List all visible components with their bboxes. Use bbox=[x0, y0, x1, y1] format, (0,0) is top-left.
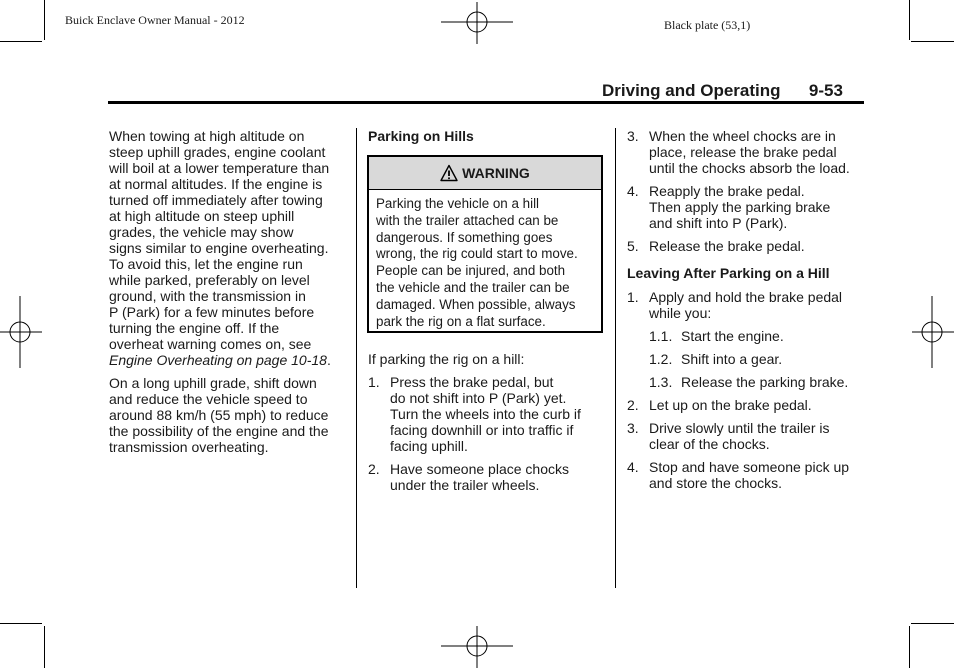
registration-target-icon bbox=[0, 296, 42, 368]
crop-mark bbox=[911, 623, 954, 624]
registration-target-icon bbox=[441, 626, 513, 668]
text-line: wrong, the rig could start to move. bbox=[376, 246, 578, 262]
section-title: Driving and Operating bbox=[602, 81, 781, 100]
list-item bbox=[627, 289, 867, 321]
text-line: signs similar to engine overheating. bbox=[109, 240, 329, 256]
text-line: and reduce the vehicle speed to bbox=[109, 391, 308, 407]
text-line: turning the engine off. If the bbox=[109, 320, 280, 336]
list-number: 1. bbox=[368, 374, 380, 390]
list-number: 1.3. bbox=[649, 374, 673, 390]
list-text: Release the brake pedal. bbox=[649, 238, 805, 254]
cross-reference-link[interactable]: Engine Overheating on page 10-18 bbox=[109, 352, 327, 368]
text-line: will boil at a lower temperature than bbox=[109, 160, 330, 176]
warning-header bbox=[369, 157, 601, 190]
manual-title: Buick Enclave Owner Manual - 2012 bbox=[65, 13, 245, 27]
text-line: with the trailer attached can be bbox=[376, 212, 559, 228]
list-text: Let up on the brake pedal. bbox=[649, 397, 812, 413]
list-text: When the wheel chocks are in place, release the brake pedal until the chocks absorb the load. bbox=[649, 128, 850, 176]
list-text: Reapply the brake pedal. Then apply the parking brake and shift into P (Park). bbox=[649, 183, 831, 231]
crop-mark bbox=[0, 623, 42, 624]
text-line: transmission overheating. bbox=[109, 439, 269, 455]
list-number: 1. bbox=[627, 289, 639, 305]
list-item bbox=[368, 461, 606, 493]
text-line: Parking the vehicle on a hill bbox=[376, 196, 540, 211]
crop-mark bbox=[44, 626, 45, 668]
text-line: dangerous. If something goes bbox=[376, 229, 553, 245]
list-number: 1.2. bbox=[649, 351, 673, 367]
list-text: Press the brake pedal, but do not shift into P (Park) yet. Turn the wheels into the curb if facing downhill or into traffic if facing uphill. bbox=[390, 374, 581, 454]
list-number: 4. bbox=[627, 183, 639, 199]
text-line: To avoid this, let the engine run bbox=[109, 256, 303, 272]
registration-target-icon bbox=[441, 2, 513, 44]
sub-list-item bbox=[649, 328, 867, 344]
paragraph-altitude bbox=[109, 128, 349, 368]
warning-label: WARNING bbox=[462, 165, 530, 181]
text-line: damaged. When possible, always bbox=[376, 296, 576, 312]
list-item bbox=[627, 183, 867, 231]
column-2 bbox=[368, 128, 606, 144]
heading-parking-on-hills: Parking on Hills bbox=[368, 128, 474, 144]
text-line: the vehicle and the trailer can be bbox=[376, 279, 570, 295]
column-divider bbox=[356, 128, 357, 588]
list-text: Apply and hold the brake pedal while you: bbox=[649, 289, 843, 321]
text-line: People can be injured, and both bbox=[376, 263, 566, 279]
list-number: 4. bbox=[627, 459, 639, 475]
list-item bbox=[627, 238, 867, 254]
list-text: Start the engine. bbox=[681, 328, 784, 344]
text-line: at normal altitudes. If the engine is bbox=[109, 176, 323, 192]
text-line: while parked, preferably on level bbox=[109, 272, 310, 288]
list-number: 3. bbox=[627, 128, 639, 144]
list-number: 3. bbox=[627, 420, 639, 436]
text-line: at high altitude on steep uphill bbox=[109, 208, 295, 224]
list-item bbox=[627, 397, 867, 413]
header-rule bbox=[108, 101, 864, 104]
warning-text bbox=[369, 190, 601, 336]
intro-text: If parking the rig on a hill: bbox=[368, 351, 525, 367]
crop-mark bbox=[909, 626, 910, 668]
text-line: turned off immediately after towing bbox=[109, 192, 323, 208]
column-divider bbox=[615, 128, 616, 588]
list-text: Have someone place chocks under the trailer wheels. bbox=[390, 461, 569, 493]
warning-box bbox=[367, 155, 603, 333]
page-number: 9-53 bbox=[808, 81, 843, 100]
list-number: 5. bbox=[627, 238, 639, 254]
sub-list-item bbox=[649, 351, 867, 367]
column-2-steps bbox=[368, 351, 606, 500]
paragraph-uphill bbox=[109, 375, 349, 455]
column-1 bbox=[109, 128, 349, 462]
text-line: When towing at high altitude on bbox=[109, 128, 305, 144]
text-line: grades, the vehicle may show bbox=[109, 224, 294, 240]
plate-label: Black plate (53,1) bbox=[664, 18, 751, 32]
registration-target-icon bbox=[912, 296, 954, 368]
list-text: Stop and have someone pick up and store the chocks. bbox=[649, 459, 850, 491]
list-item bbox=[368, 374, 606, 454]
list-item bbox=[627, 128, 867, 176]
text-line: overheat warning comes on, see bbox=[109, 336, 312, 352]
list-item bbox=[627, 420, 867, 452]
text-line: . bbox=[326, 352, 331, 368]
list-item bbox=[627, 459, 867, 491]
text-line: the possibility of the engine and the bbox=[109, 423, 329, 439]
sub-list-item bbox=[649, 374, 867, 390]
list-number: 1.1. bbox=[649, 328, 673, 344]
list-number: 2. bbox=[627, 397, 639, 413]
heading-leaving-after-parking: Leaving After Parking on a Hill bbox=[627, 265, 830, 281]
section-header bbox=[602, 81, 843, 101]
crop-mark bbox=[44, 0, 45, 40]
crop-mark bbox=[0, 41, 42, 42]
crop-mark bbox=[911, 41, 954, 42]
text-line: park the rig on a flat surface. bbox=[376, 313, 546, 329]
list-number: 2. bbox=[368, 461, 380, 477]
text-line: On a long uphill grade, shift down bbox=[109, 375, 317, 391]
warning-triangle-icon bbox=[440, 164, 458, 182]
text-line: steep uphill grades, engine coolant bbox=[109, 144, 326, 160]
list-text: Release the parking brake. bbox=[681, 374, 849, 390]
text-line: ground, with the transmission in bbox=[109, 288, 306, 304]
list-text: Shift into a gear. bbox=[681, 351, 783, 367]
crop-mark bbox=[909, 0, 910, 40]
text-line: P (Park) for a few minutes before bbox=[109, 304, 315, 320]
column-3 bbox=[627, 128, 867, 498]
list-text: Drive slowly until the trailer is clear of the chocks. bbox=[649, 420, 830, 452]
text-line: around 88 km/h (55 mph) to reduce bbox=[109, 407, 329, 423]
